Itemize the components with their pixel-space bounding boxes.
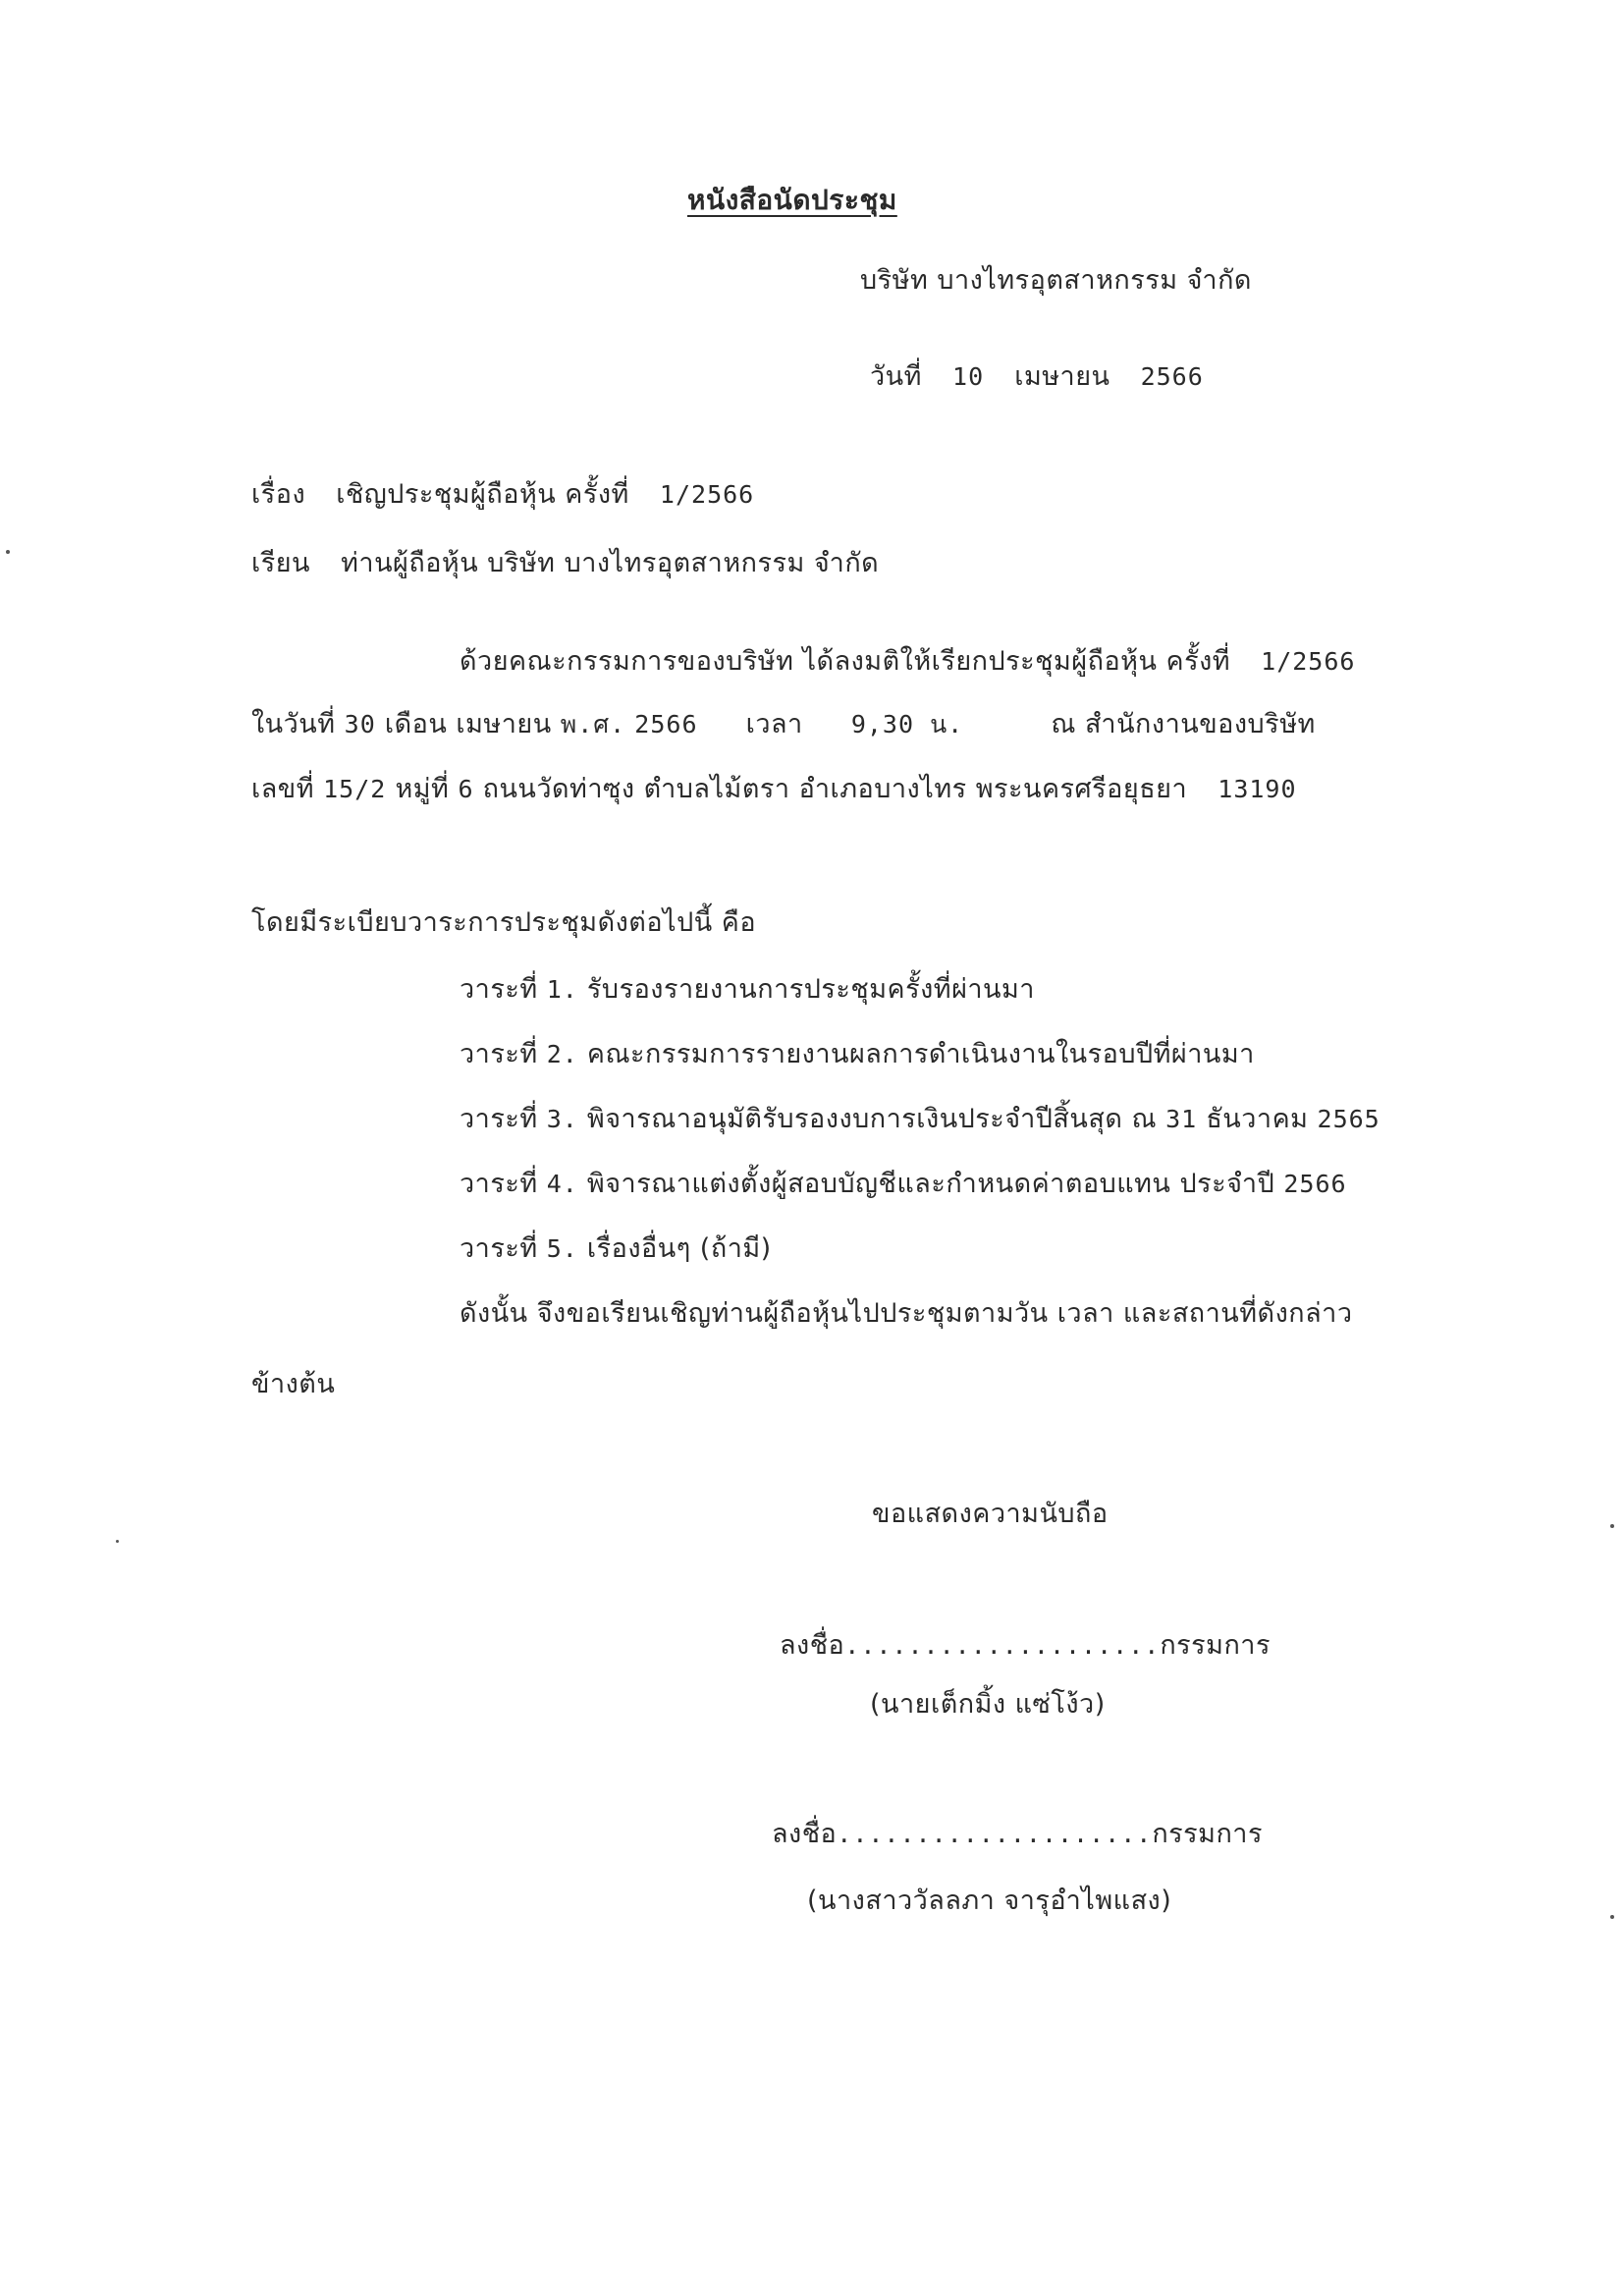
body-line-2: ในวันที่ 30 เดือน เมษายน พ.ศ. 2566 เวลา 9,30 น. ณ สำนักงานของบริษัท bbox=[251, 709, 1316, 739]
closing-line-2: ข้างต้น bbox=[251, 1369, 336, 1399]
closing-line-1: ดังนั้น จึงขอเรียนเชิญท่านผู้ถือหุ้นไปประชุมตามวัน เวลา และสถานที่ดังกล่าว bbox=[460, 1298, 1353, 1329]
agenda-item: วาระที่ 2. คณะกรรมการรายงานผลการดำเนินงานในรอบปีที่ผ่านมา bbox=[460, 1039, 1255, 1069]
letter-date: วันที่ 10 เมษายน 2566 bbox=[870, 361, 1204, 392]
signature-line: ลงชื่อ....................กรรมการ bbox=[780, 1630, 1271, 1661]
company-name: บริษัท บางไทรอุตสาหกรรม จำกัด bbox=[860, 265, 1252, 296]
agenda-intro: โดยมีระเบียบวาระการประชุมดังต่อไปนี้ คือ bbox=[251, 907, 757, 938]
agenda-item: วาระที่ 5. เรื่องอื่นๆ (ถ้ามี) bbox=[460, 1233, 772, 1264]
subject-line: เรื่อง เชิญประชุมผู้ถือหุ้น ครั้งที่ 1/2566 bbox=[251, 479, 755, 510]
agenda-item: วาระที่ 3. พิจารณาอนุมัติรับรองงบการเงินประจำปีสิ้นสุด ณ 31 ธันวาคม 2565 bbox=[460, 1104, 1380, 1134]
scan-speck bbox=[6, 550, 10, 554]
body-line-1: ด้วยคณะกรรมการของบริษัท ได้ลงมติให้เรียกประชุมผู้ถือหุ้น ครั้งที่ 1/2566 bbox=[460, 646, 1356, 677]
signatory-name: (นายเต็กมิ้ง แซ่โง้ว) bbox=[870, 1689, 1106, 1720]
document-title: หนังสือนัดประชุม bbox=[687, 184, 897, 216]
agenda-item: วาระที่ 4. พิจารณาแต่งตั้งผู้สอบบัญชีและกำหนดค่าตอบแทน ประจำปี 2566 bbox=[460, 1169, 1347, 1199]
scan-speck bbox=[116, 1540, 119, 1543]
recipient-line: เรียน ท่านผู้ถือหุ้น บริษัท บางไทรอุตสาหกรรม จำกัด bbox=[251, 548, 880, 578]
signatory-name: (นางสาววัลลภา จารุอำไพแสง) bbox=[807, 1886, 1172, 1916]
scan-speck bbox=[1610, 1524, 1614, 1528]
agenda-item: วาระที่ 1. รับรองรายงานการประชุมครั้งที่ผ่านมา bbox=[460, 974, 1035, 1005]
scan-speck bbox=[1610, 1915, 1614, 1919]
body-line-3: เลขที่ 15/2 หมู่ที่ 6 ถนนวัดท่าซุง ตำบลไม้ตรา อำเภอบางไทร พระนครศรีอยุธยา 13190 bbox=[251, 774, 1297, 804]
regards: ขอแสดงความนับถือ bbox=[872, 1499, 1109, 1529]
signature-line: ลงชื่อ....................กรรมการ bbox=[772, 1819, 1263, 1849]
